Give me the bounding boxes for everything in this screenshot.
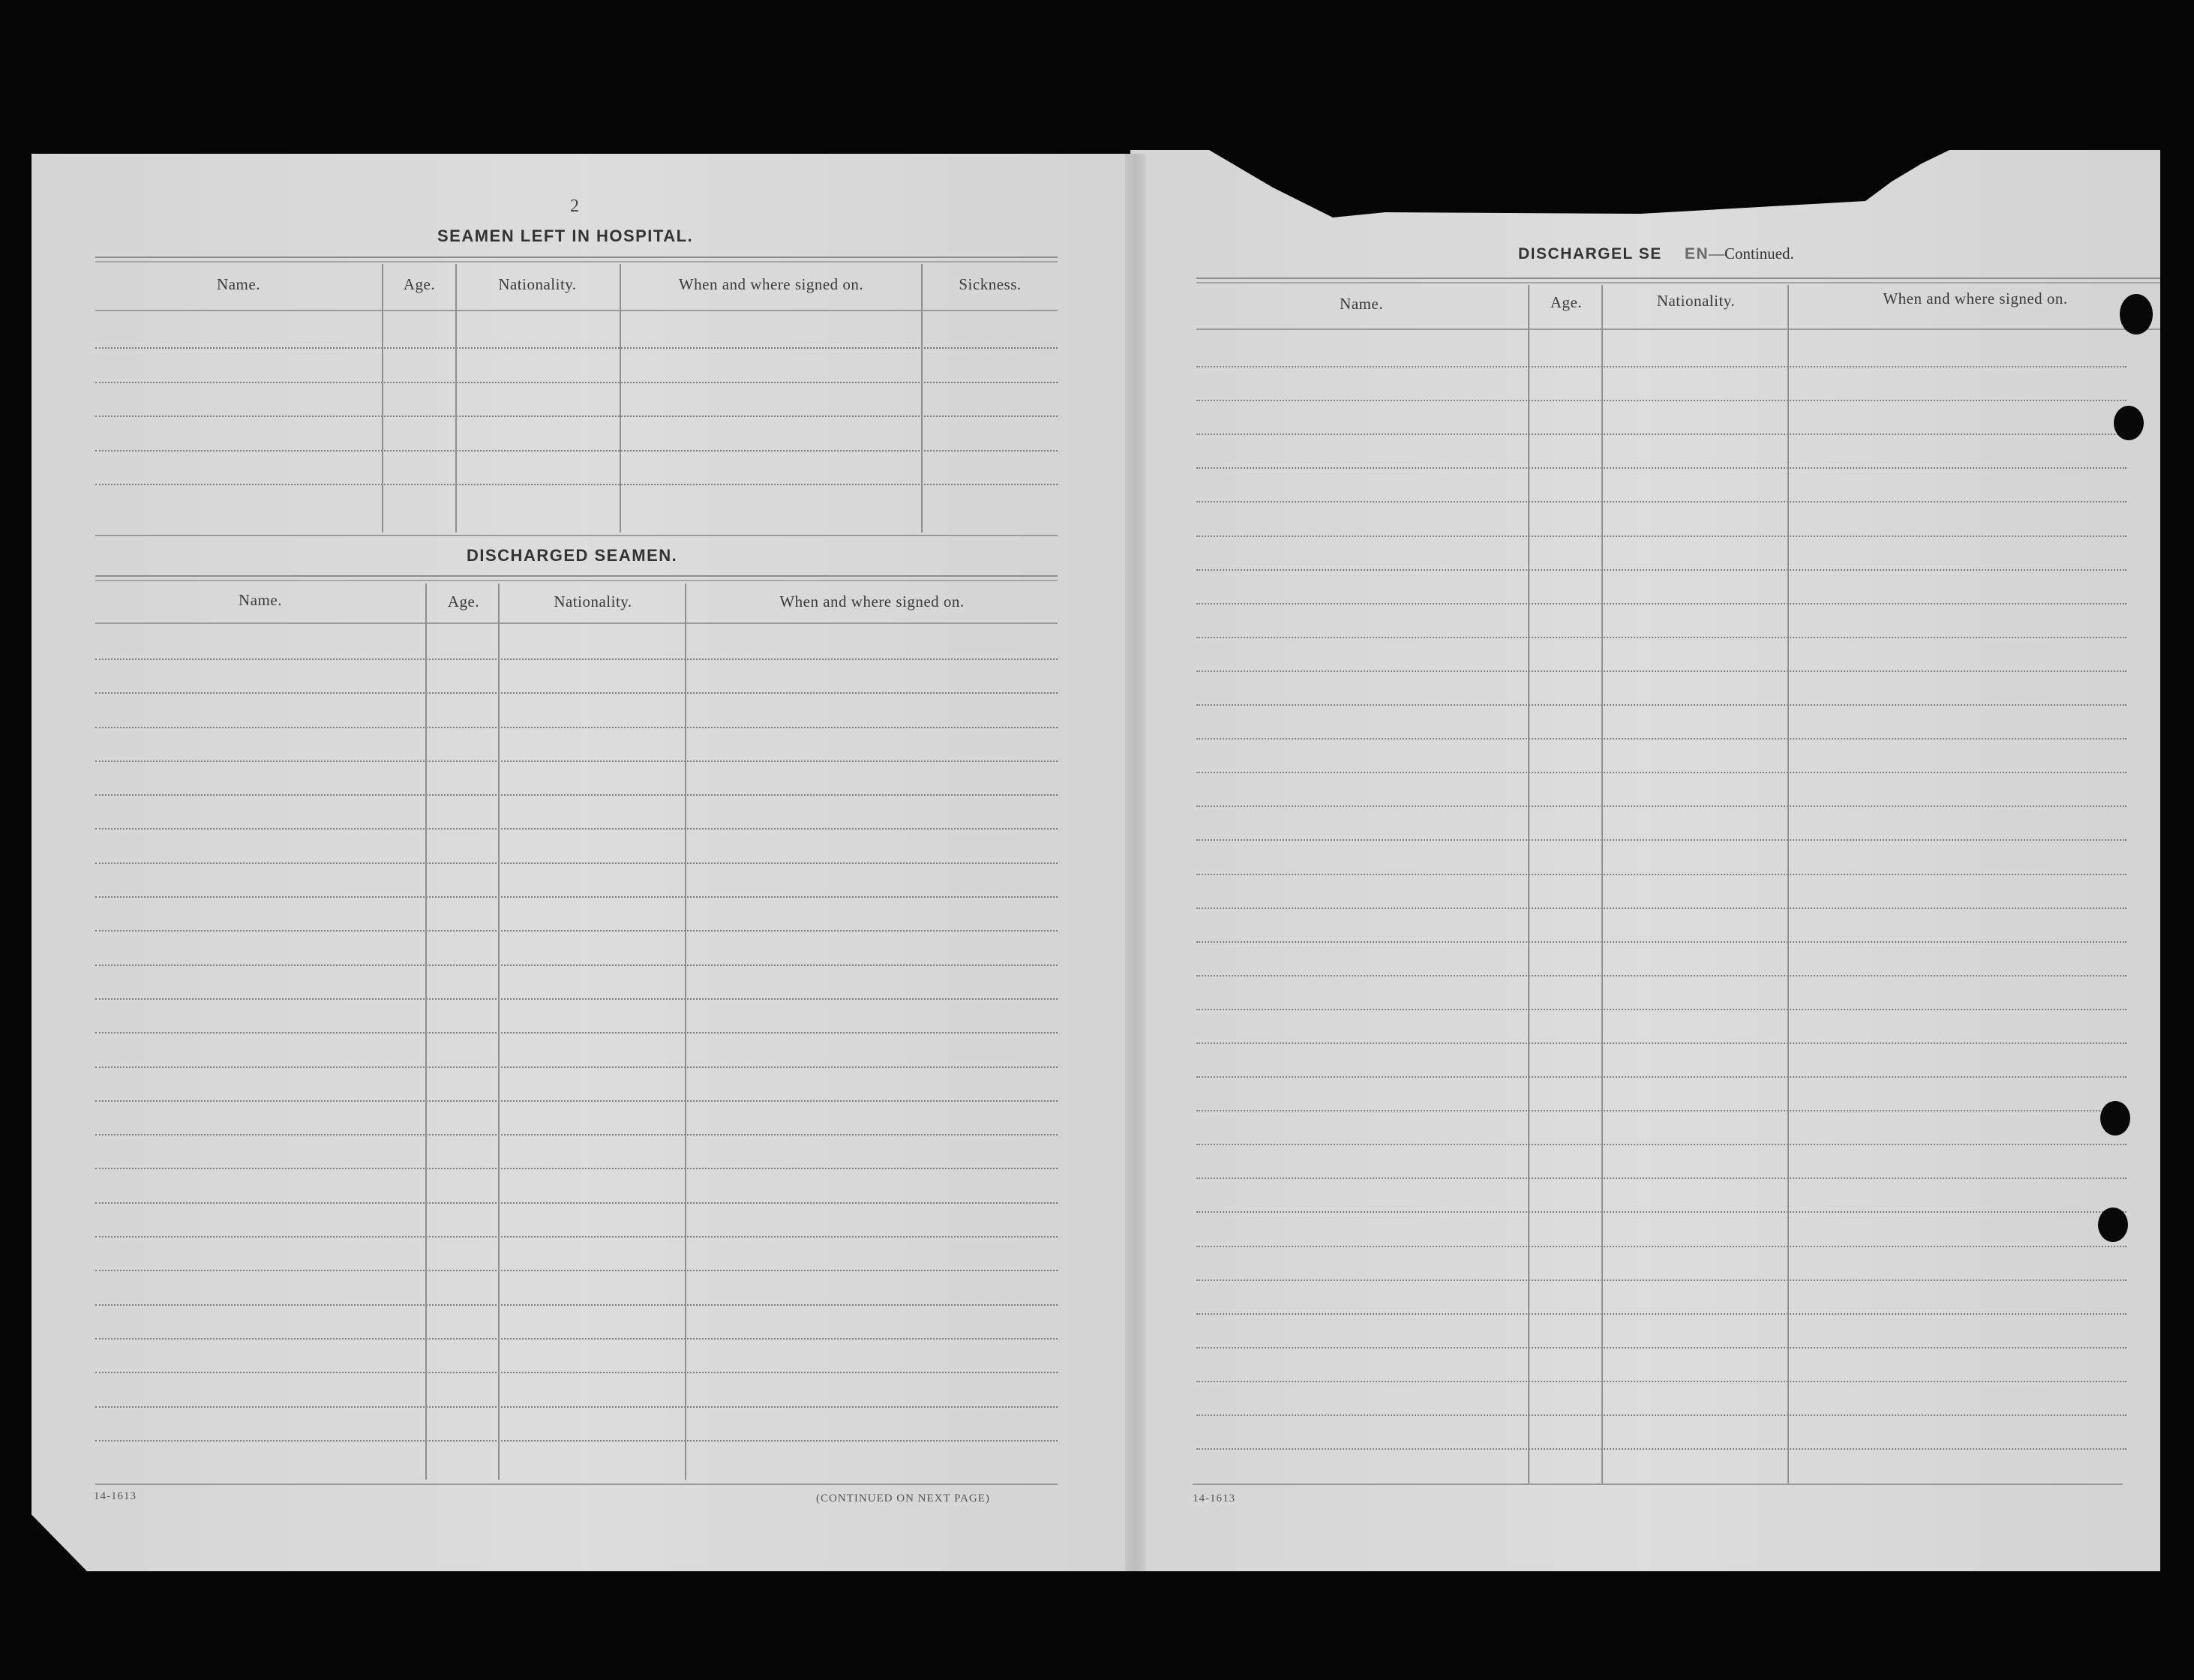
form-row-line [1196,1381,2126,1382]
form-row-line [95,964,1058,966]
form-row-line [95,828,1058,830]
right-title-part3: —Continued. [1709,244,1794,262]
form-row-line [1196,1110,2126,1112]
hospital-col-age: Age. [403,275,436,293]
form-row-line [95,1372,1058,1373]
right-title-part1: DISCHARGEL SE [1518,245,1662,262]
form-row-line [1196,1009,2126,1010]
form-row-line [95,1066,1058,1068]
form-row-line [1196,501,2126,502]
form-row-line [1196,1246,2126,1247]
hospital-col-nationality: Nationality. [498,275,577,293]
form-row-line [95,484,1058,485]
discharged-top-rule [95,575,1058,581]
form-row-line [95,1304,1058,1306]
form-row-line [1196,467,2126,469]
form-row-line [95,1100,1058,1102]
form-row-line [1196,637,2126,638]
discharged-section-title: DISCHARGED SEAMEN. [467,546,678,565]
form-row-line [1196,366,2126,368]
hospital-section-title: SEAMEN LEFT IN HOSPITAL. [437,226,694,245]
form-row-line [95,1134,1058,1136]
right-bottom-rule [1193,1484,2123,1485]
discharged-col-signed-on: When and where signed on. [779,592,965,610]
form-row-line [1196,1280,2126,1281]
discharged-vline [685,584,686,1480]
left-form-number: 14-1613 [94,1490,137,1502]
form-row-line [1196,806,2126,807]
form-row-line [95,727,1058,728]
discharged-vline [498,584,500,1480]
form-row-line [95,1270,1058,1271]
form-row-line [1196,603,2126,604]
form-row-line [95,1440,1058,1442]
punch-hole [2120,294,2153,334]
form-row-line [95,416,1058,417]
hospital-vline [620,264,621,532]
form-row-line [95,794,1058,796]
form-row-line [1196,569,2126,571]
form-row-line [95,692,1058,694]
right-col-name: Name. [1340,295,1383,313]
form-row-line [1196,738,2126,740]
form-row-line [1196,908,2126,909]
right-form-number: 14-1613 [1193,1492,1235,1504]
form-row-line [95,1338,1058,1340]
form-row-line [95,862,1058,864]
form-row-line [1196,1144,2126,1145]
form-row-line [95,1168,1058,1169]
right-col-age: Age. [1550,293,1583,311]
discharged-col-nationality: Nationality. [554,592,632,610]
right-vline [1528,285,1529,1484]
form-row-line [1196,1211,2126,1213]
discharged-header-rule [95,622,1058,624]
form-row-line [95,930,1058,932]
form-row-line [95,1236,1058,1238]
form-row-line [95,1032,1058,1034]
form-row-line [1196,670,2126,672]
form-row-line [95,450,1058,452]
form-row-line [1196,874,2126,875]
hospital-vline [921,264,923,532]
form-row-line [1196,941,2126,943]
right-header-rule [1196,328,2160,330]
form-row-line [95,896,1058,898]
right-title-part2: EN [1684,245,1709,262]
form-row-line [1196,1076,2126,1078]
form-row-line [95,1202,1058,1204]
form-row-line [1196,434,2126,435]
continued-note: (CONTINUED ON NEXT PAGE) [816,1492,990,1504]
form-row-line [1196,1347,2126,1348]
form-row-line [1196,1178,2126,1179]
form-row-line [1196,704,2126,706]
right-top-rule [1196,278,2160,284]
discharged-col-name: Name. [239,591,282,609]
right-section-title [1518,244,1794,263]
right-col-signed-on: When and where signed on. [1883,290,2068,308]
page-number: 2 [570,196,579,216]
hospital-col-signed-on: When and where signed on. [678,275,864,293]
hospital-col-name: Name. [217,275,260,293]
right-page [1130,150,2160,1571]
form-row-line [1196,1448,2126,1450]
form-row-line [95,760,1058,762]
form-row-line [1196,536,2126,537]
form-row-line [95,998,1058,1000]
form-row-line [1196,400,2126,401]
page-fold [1125,154,1146,1571]
right-vline [1787,285,1789,1484]
discharged-vline [425,584,427,1480]
left-bottom-rule [95,1484,1058,1485]
punch-hole [2100,1101,2130,1136]
discharged-col-age: Age. [447,592,480,610]
form-row-line [95,1406,1058,1408]
form-row-line [1196,1042,2126,1044]
hospital-vline [455,264,457,532]
hospital-top-rule [95,256,1058,262]
form-row-line [95,347,1058,349]
right-vline [1601,285,1603,1484]
punch-hole [2114,406,2144,440]
form-row-line [1196,1313,2126,1315]
punch-hole [2098,1208,2128,1242]
form-row-line [1196,839,2126,841]
form-row-line [1196,975,2126,976]
hospital-bottom-rule [95,535,1058,536]
form-row-line [95,658,1058,660]
form-row-line [95,382,1058,383]
hospital-col-sickness: Sickness. [959,275,1022,293]
hospital-vline [382,264,383,532]
form-row-line [1196,1414,2126,1416]
right-col-nationality: Nationality. [1656,292,1736,310]
hospital-header-rule [95,310,1058,311]
form-row-line [1196,772,2126,773]
